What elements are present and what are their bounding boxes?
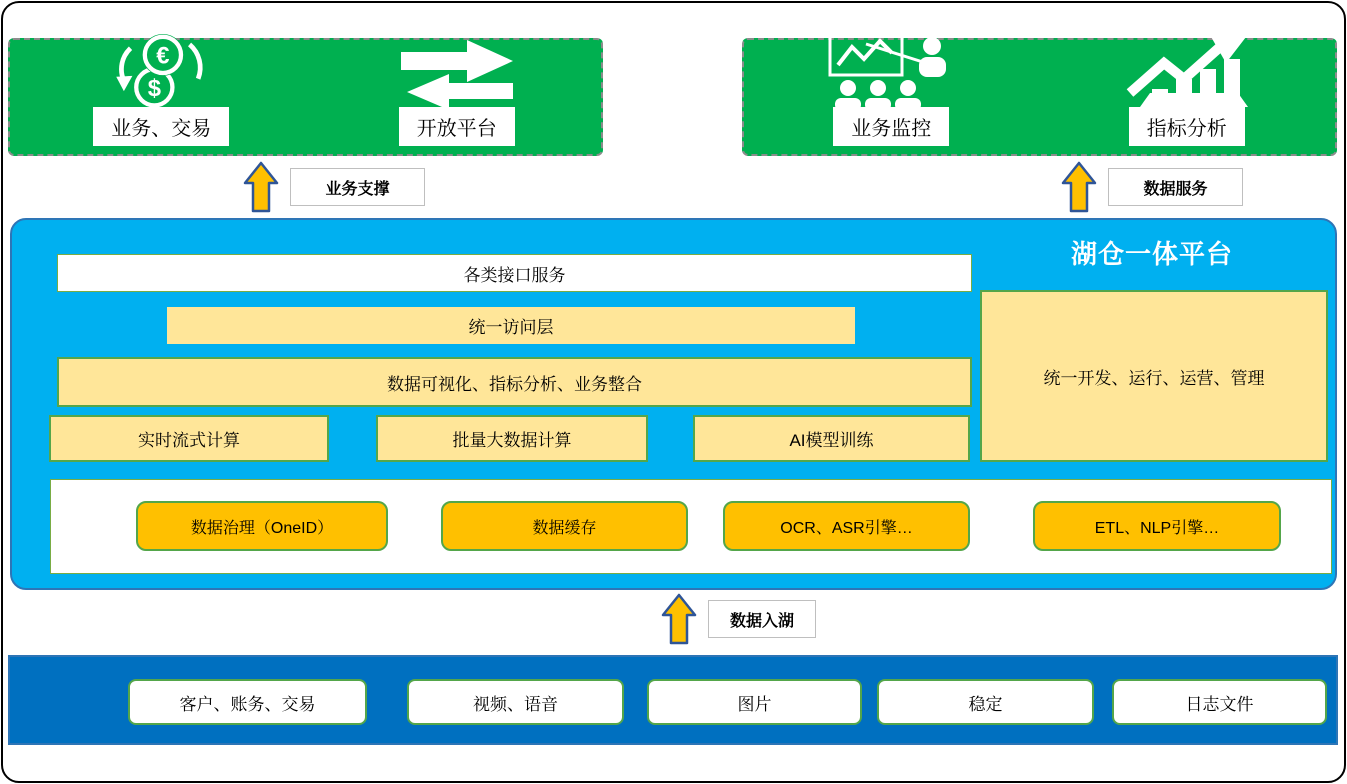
source-customer-box: 客户、账务、交易 <box>128 679 367 725</box>
open-platform-label: 开放平台 <box>399 107 515 146</box>
svg-text:$: $ <box>147 74 162 102</box>
ai-training-box: AI模型训练 <box>693 415 970 462</box>
source-stable-box: 稳定 <box>877 679 1094 725</box>
business-monitoring-label: 业务监控 <box>833 107 949 146</box>
business-monitoring-item <box>826 40 956 154</box>
data-service-label: 数据服务 <box>1108 168 1243 206</box>
data-ingest-arrow-icon <box>661 593 697 645</box>
source-images-box: 图片 <box>647 679 862 725</box>
currency-exchange-icon <box>101 33 221 113</box>
data-service-arrow-icon <box>1061 161 1097 213</box>
source-log-files-box: 日志文件 <box>1112 679 1327 725</box>
stream-compute-box: 实时流式计算 <box>49 415 329 462</box>
source-video-audio-box: 视频、语音 <box>407 679 624 725</box>
data-visualization-bar: 数据可视化、指标分析、业务整合 <box>57 357 972 407</box>
data-cache-box: 数据缓存 <box>441 501 688 551</box>
business-trade-label: 业务、交易 <box>93 107 229 146</box>
transfer-arrows-icon <box>396 37 518 113</box>
growth-chart-icon <box>1121 33 1253 113</box>
monitoring-analytics-group <box>742 38 1337 156</box>
data-governance-box: 数据治理（OneID） <box>136 501 388 551</box>
unified-management-box: 统一开发、运行、运营、管理 <box>980 290 1328 462</box>
business-apps-group <box>8 38 603 156</box>
business-support-label: 业务支撑 <box>290 168 425 206</box>
svg-text:€: € <box>156 42 170 70</box>
business-trade-item <box>93 40 229 154</box>
business-support-arrow-icon <box>243 161 279 213</box>
batch-compute-box: 批量大数据计算 <box>376 415 648 462</box>
unified-access-bar: 统一访问层 <box>167 307 855 344</box>
indicator-analysis-label: 指标分析 <box>1129 107 1245 146</box>
data-ingest-label: 数据入湖 <box>708 600 816 638</box>
interface-services-bar: 各类接口服务 <box>57 254 972 292</box>
lakehouse-platform-panel <box>10 218 1337 590</box>
etl-nlp-engine-box: ETL、NLP引擎… <box>1033 501 1281 551</box>
ocr-asr-engine-box: OCR、ASR引擎… <box>723 501 970 551</box>
platform-title: 湖仓一体平台 <box>1070 239 1233 269</box>
indicator-analysis-item <box>1121 40 1253 154</box>
presentation-icon <box>826 29 956 113</box>
open-platform-item <box>396 40 518 154</box>
data-sources-bar <box>8 655 1338 745</box>
engine-strip <box>50 479 1332 574</box>
